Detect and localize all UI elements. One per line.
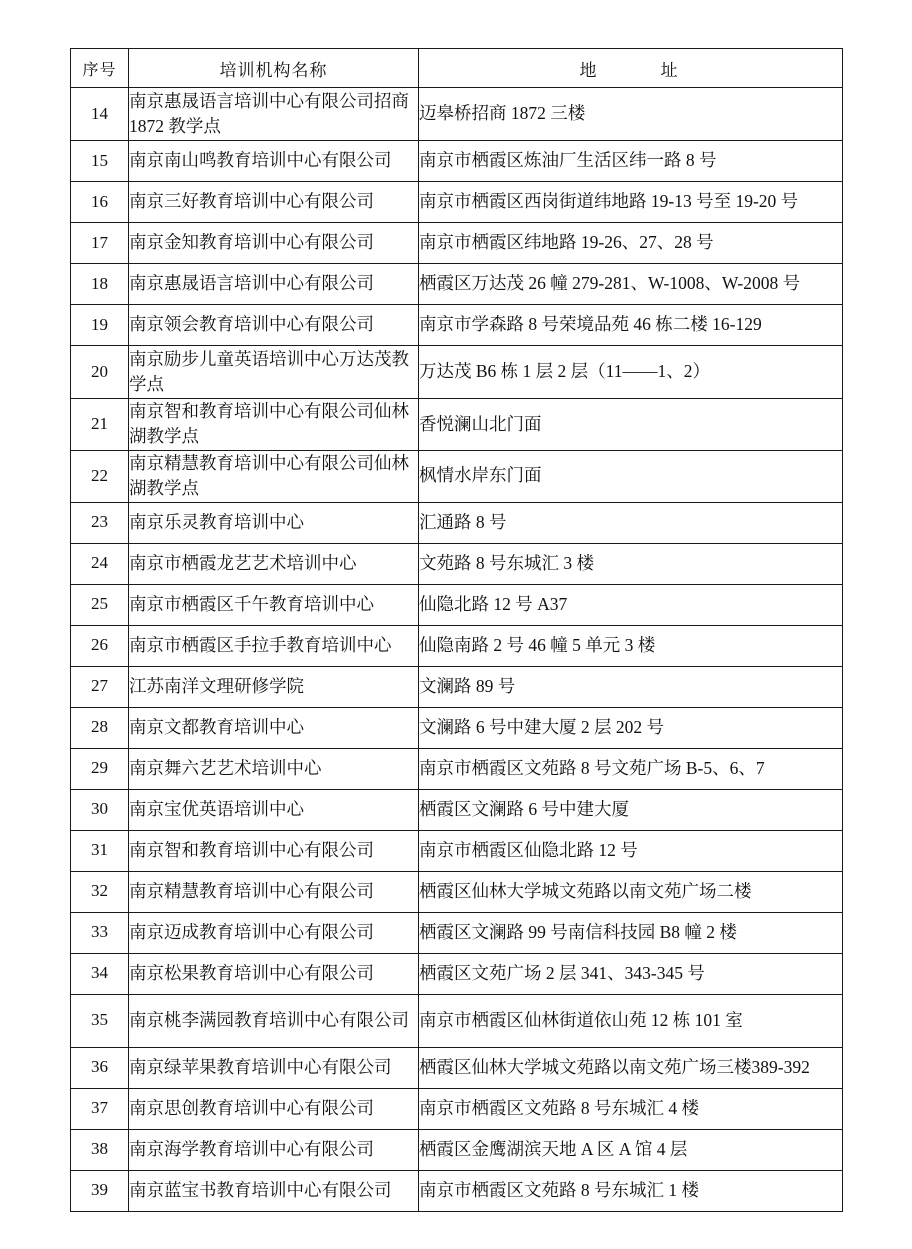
table-row xyxy=(71,346,843,399)
table-header-row xyxy=(71,49,843,88)
institution-address-cell: 栖霞区文苑广场 2 层 341、343-345 号 xyxy=(419,953,843,994)
institution-address-cell: 栖霞区文澜路 99 号南信科技园 B8 幢 2 楼 xyxy=(419,912,843,953)
row-index-cell: 23 xyxy=(71,502,129,543)
institution-address-cell: 南京市栖霞区文苑路 8 号文苑广场 B-5、6、7 xyxy=(419,748,843,789)
table-row xyxy=(71,543,843,584)
table-row xyxy=(71,789,843,830)
table-row xyxy=(71,707,843,748)
table-row xyxy=(71,399,843,451)
institution-name-cell: 南京舞六艺艺术培训中心 xyxy=(129,748,419,789)
row-index-cell: 21 xyxy=(71,399,129,451)
institution-address-cell: 栖霞区文澜路 6 号中建大厦 xyxy=(419,789,843,830)
row-index-cell: 35 xyxy=(71,994,129,1047)
row-index-cell: 25 xyxy=(71,584,129,625)
table-row xyxy=(71,871,843,912)
institution-address-cell: 南京市学森路 8 号荣境品苑 46 栋二楼 16-129 xyxy=(419,305,843,346)
row-index-cell: 29 xyxy=(71,748,129,789)
table-row xyxy=(71,953,843,994)
institution-address-cell: 迈皋桥招商 1872 三楼 xyxy=(419,88,843,141)
table-row xyxy=(71,1170,843,1211)
row-index-cell: 22 xyxy=(71,450,129,502)
institution-name-cell: 南京南山鸣教育培训中心有限公司 xyxy=(129,141,419,182)
institution-address-cell: 南京市栖霞区文苑路 8 号东城汇 4 楼 xyxy=(419,1088,843,1129)
column-header-address xyxy=(419,49,843,88)
institution-name-cell: 南京绿苹果教育培训中心有限公司 xyxy=(129,1047,419,1088)
institution-name-cell: 南京励步儿童英语培训中心万达茂教学点 xyxy=(129,346,419,399)
institution-name-cell: 南京精慧教育培训中心有限公司仙林湖教学点 xyxy=(129,450,419,502)
institution-address-cell: 栖霞区仙林大学城文苑路以南文苑广场二楼 xyxy=(419,871,843,912)
institution-address-cell: 汇通路 8 号 xyxy=(419,502,843,543)
institution-name-cell: 南京海学教育培训中心有限公司 xyxy=(129,1129,419,1170)
row-index-cell: 18 xyxy=(71,264,129,305)
row-index-cell: 26 xyxy=(71,625,129,666)
institution-name-cell: 南京智和教育培训中心有限公司仙林湖教学点 xyxy=(129,399,419,451)
column-header-name: 培训机构名称 xyxy=(129,49,419,88)
institution-name-cell: 南京桃李满园教育培训中心有限公司 xyxy=(129,994,419,1047)
row-index-cell: 19 xyxy=(71,305,129,346)
institution-name-cell: 南京领会教育培训中心有限公司 xyxy=(129,305,419,346)
institution-address-cell: 仙隐北路 12 号 A37 xyxy=(419,584,843,625)
table-row xyxy=(71,625,843,666)
table-row xyxy=(71,584,843,625)
row-index-cell: 31 xyxy=(71,830,129,871)
institution-address-cell: 枫情水岸东门面 xyxy=(419,450,843,502)
institution-name-cell: 南京蓝宝书教育培训中心有限公司 xyxy=(129,1170,419,1211)
institution-name-cell: 南京市栖霞区千午教育培训中心 xyxy=(129,584,419,625)
table-row xyxy=(71,450,843,502)
row-index-cell: 24 xyxy=(71,543,129,584)
institution-name-cell: 南京市栖霞龙艺艺术培训中心 xyxy=(129,543,419,584)
table-row xyxy=(71,88,843,141)
institution-name-cell: 南京乐灵教育培训中心 xyxy=(129,502,419,543)
institution-address-cell: 文澜路 89 号 xyxy=(419,666,843,707)
institution-address-cell: 南京市栖霞区西岗街道纬地路 19-13 号至 19-20 号 xyxy=(419,182,843,223)
column-header-no: 序号 xyxy=(71,49,129,88)
institution-name-cell: 南京惠晟语言培训中心有限公司招商 1872 教学点 xyxy=(129,88,419,141)
institution-address-cell: 南京市栖霞区炼油厂生活区纬一路 8 号 xyxy=(419,141,843,182)
institution-address-cell: 栖霞区万达茂 26 幢 279-281、W-1008、W-2008 号 xyxy=(419,264,843,305)
table-row xyxy=(71,912,843,953)
institution-address-cell: 香悦澜山北门面 xyxy=(419,399,843,451)
row-index-cell: 39 xyxy=(71,1170,129,1211)
table-row xyxy=(71,1129,843,1170)
column-header-address-text: 地 址 xyxy=(579,60,688,80)
institution-name-cell: 南京惠晟语言培训中心有限公司 xyxy=(129,264,419,305)
table-row xyxy=(71,748,843,789)
table-row xyxy=(71,994,843,1047)
institution-name-cell: 南京宝优英语培训中心 xyxy=(129,789,419,830)
institution-address-cell: 文苑路 8 号东城汇 3 楼 xyxy=(419,543,843,584)
institution-address-cell: 南京市栖霞区仙林街道依山苑 12 栋 101 室 xyxy=(419,994,843,1047)
institution-address-cell: 文澜路 6 号中建大厦 2 层 202 号 xyxy=(419,707,843,748)
institution-address-cell: 万达茂 B6 栋 1 层 2 层（11——1、2） xyxy=(419,346,843,399)
table-row xyxy=(71,666,843,707)
institution-name-cell: 南京三好教育培训中心有限公司 xyxy=(129,182,419,223)
table-row xyxy=(71,182,843,223)
row-index-cell: 30 xyxy=(71,789,129,830)
institution-name-cell: 江苏南洋文理研修学院 xyxy=(129,666,419,707)
row-index-cell: 28 xyxy=(71,707,129,748)
institution-address-cell: 南京市栖霞区文苑路 8 号东城汇 1 楼 xyxy=(419,1170,843,1211)
table-row xyxy=(71,830,843,871)
table-row xyxy=(71,502,843,543)
row-index-cell: 38 xyxy=(71,1129,129,1170)
row-index-cell: 36 xyxy=(71,1047,129,1088)
institution-name-cell: 南京金知教育培训中心有限公司 xyxy=(129,223,419,264)
institution-name-cell: 南京思创教育培训中心有限公司 xyxy=(129,1088,419,1129)
row-index-cell: 27 xyxy=(71,666,129,707)
table-row xyxy=(71,141,843,182)
row-index-cell: 14 xyxy=(71,88,129,141)
institution-name-cell: 南京松果教育培训中心有限公司 xyxy=(129,953,419,994)
row-index-cell: 33 xyxy=(71,912,129,953)
row-index-cell: 16 xyxy=(71,182,129,223)
institution-address-cell: 栖霞区金鹰湖滨天地 A 区 A 馆 4 层 xyxy=(419,1129,843,1170)
institution-address-cell: 南京市栖霞区纬地路 19-26、27、28 号 xyxy=(419,223,843,264)
table-row xyxy=(71,264,843,305)
institution-name-cell: 南京迈成教育培训中心有限公司 xyxy=(129,912,419,953)
institution-name-cell: 南京精慧教育培训中心有限公司 xyxy=(129,871,419,912)
institution-address-cell: 仙隐南路 2 号 46 幢 5 单元 3 楼 xyxy=(419,625,843,666)
table-header xyxy=(71,49,843,88)
row-index-cell: 32 xyxy=(71,871,129,912)
institution-address-cell: 南京市栖霞区仙隐北路 12 号 xyxy=(419,830,843,871)
table-body xyxy=(71,88,843,1212)
row-index-cell: 17 xyxy=(71,223,129,264)
table-row xyxy=(71,223,843,264)
row-index-cell: 34 xyxy=(71,953,129,994)
institution-name-cell: 南京文都教育培训中心 xyxy=(129,707,419,748)
table-row xyxy=(71,1088,843,1129)
row-index-cell: 20 xyxy=(71,346,129,399)
row-index-cell: 37 xyxy=(71,1088,129,1129)
training-institution-table xyxy=(70,48,843,1212)
row-index-cell: 15 xyxy=(71,141,129,182)
institution-name-cell: 南京智和教育培训中心有限公司 xyxy=(129,830,419,871)
institution-name-cell: 南京市栖霞区手拉手教育培训中心 xyxy=(129,625,419,666)
table-row xyxy=(71,1047,843,1088)
table-row xyxy=(71,305,843,346)
institution-address-cell: 栖霞区仙林大学城文苑路以南文苑广场三楼389-392 xyxy=(419,1047,843,1088)
training-institution-table-container xyxy=(70,48,842,1212)
